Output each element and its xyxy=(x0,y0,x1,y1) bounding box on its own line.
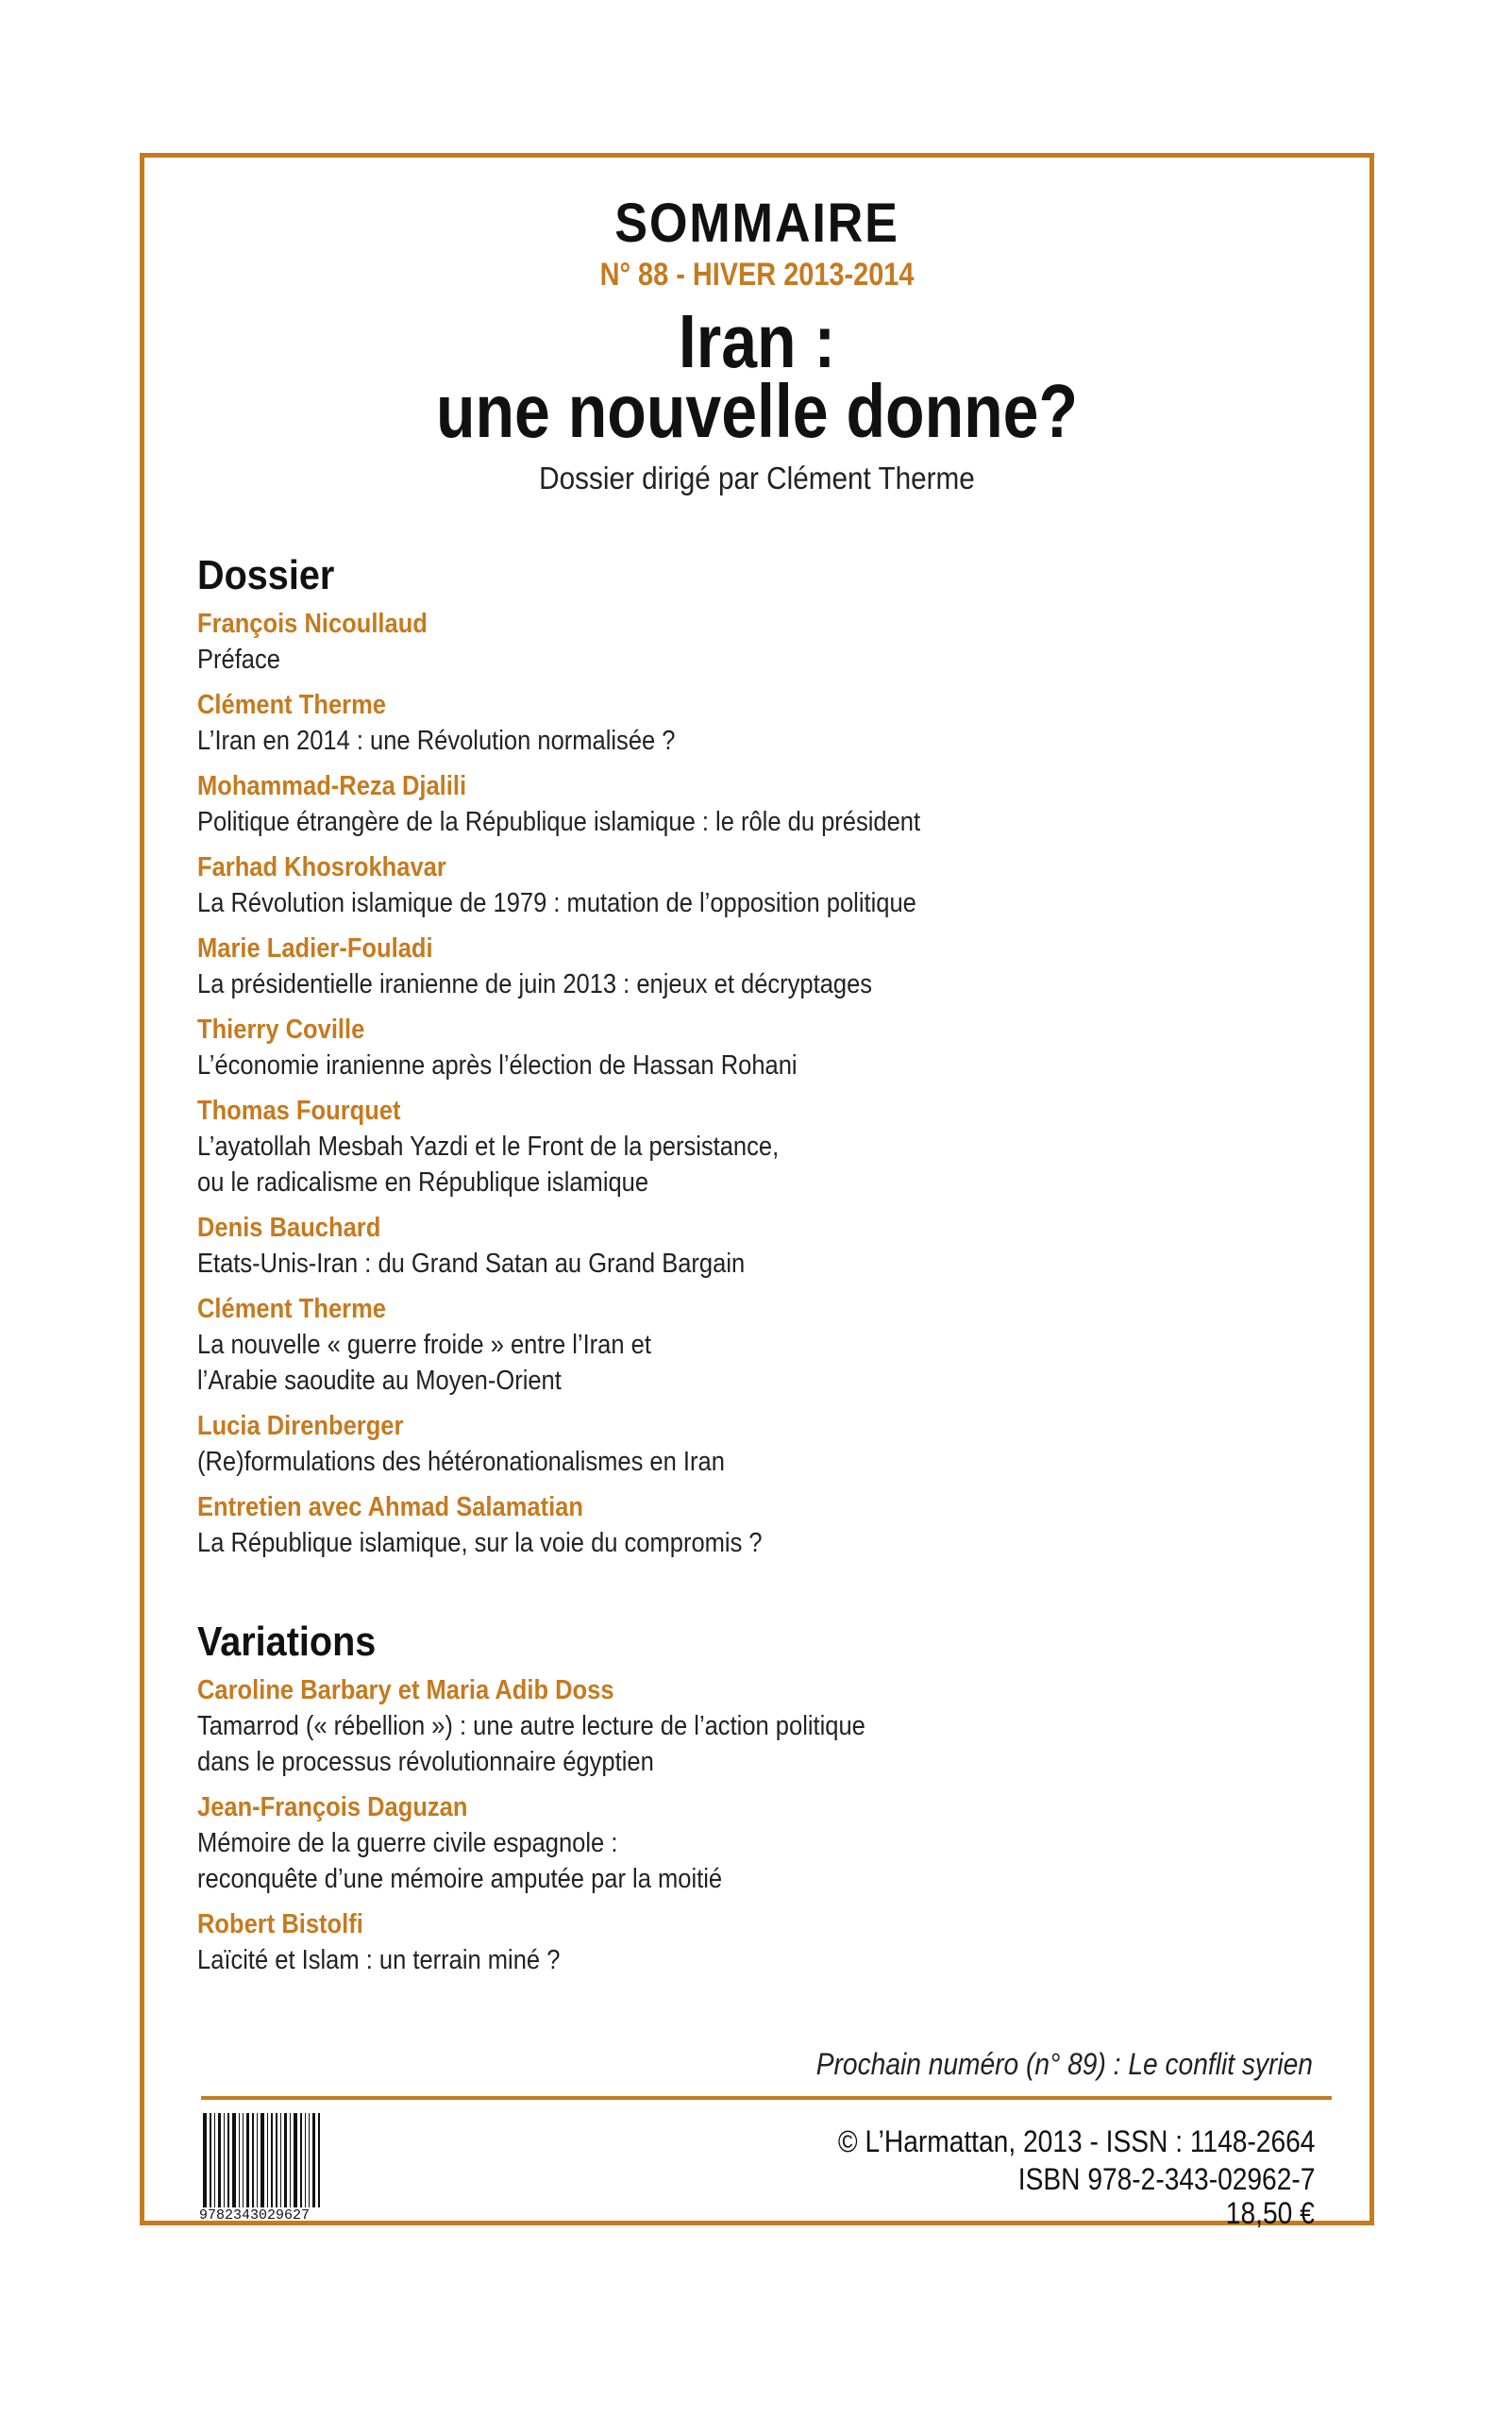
entry-article-title: reconquête d’une mémoire amputée par la moitié xyxy=(197,1864,723,1894)
variations-list xyxy=(197,1672,1311,1978)
barcode-bar xyxy=(224,2113,225,2207)
toc-entry xyxy=(197,1210,1311,1282)
barcode-bar xyxy=(257,2113,258,2207)
entry-article-title: Etats-Unis-Iran : du Grand Satan au Grand Bargain xyxy=(197,1249,746,1279)
barcode-bar xyxy=(239,2113,240,2207)
toc-entry xyxy=(197,1291,1311,1399)
barcode-bar xyxy=(218,2113,221,2207)
entry-article-title: Mémoire de la guerre civile espagnole : xyxy=(197,1828,618,1858)
entry-author: Robert Bistolfi xyxy=(197,1909,363,1939)
section-title-dossier: Dossier xyxy=(197,552,335,598)
entry-author: Jean-François Daguzan xyxy=(197,1792,468,1822)
issue-number: N° 88 - HIVER 2013-2014 xyxy=(599,257,915,293)
barcode-bar xyxy=(203,2113,207,2207)
section-title-variations: Variations xyxy=(197,1619,377,1665)
entry-article-title: l’Arabie saoudite au Moyen-Orient xyxy=(197,1366,562,1396)
entry-article-title: L’Iran en 2014 : une Révolution normalisée ? xyxy=(197,726,676,756)
entry-article-title: (Re)formulations des hétéronationalismes en Iran xyxy=(197,1447,725,1477)
publication-info xyxy=(838,2123,1315,2198)
entry-author: Marie Ladier-Fouladi xyxy=(197,933,433,964)
barcode-bar xyxy=(246,2113,249,2207)
variations-section xyxy=(197,1616,1311,1978)
price: 18,50 € xyxy=(1226,2196,1315,2230)
toc-entry xyxy=(197,1906,1311,1978)
header xyxy=(144,193,1369,499)
entry-author: François Nicoullaud xyxy=(197,609,428,639)
entry-article-title: Préface xyxy=(197,645,280,675)
isbn: ISBN 978-2-343-02962-7 xyxy=(1017,2162,1315,2196)
sommaire-heading: SOMMAIRE xyxy=(614,193,899,254)
entry-article-title: La présidentielle iranienne de juin 2013 : enjeux et décryptages xyxy=(197,969,873,999)
barcode-bar xyxy=(309,2113,310,2207)
barcode-bar xyxy=(284,2113,287,2207)
barcode-bar xyxy=(267,2113,268,2207)
barcode-bar xyxy=(294,2113,297,2207)
title-line-2: une nouvelle donne? xyxy=(435,369,1079,453)
toc-entry xyxy=(197,849,1311,921)
barcode-bar xyxy=(318,2113,320,2207)
barcode-bar xyxy=(243,2113,244,2207)
barcode-bar xyxy=(312,2113,315,2207)
barcode-bar xyxy=(232,2113,236,2207)
entry-article-title: La Révolution islamique de 1979 : mutation de l’opposition politique xyxy=(197,888,916,918)
copyright: © L’Harmattan, 2013 - ISSN : 1148-2664 xyxy=(837,2124,1315,2158)
dossier-list xyxy=(197,606,1311,1561)
divider xyxy=(201,2096,1332,2100)
barcode-bar xyxy=(300,2113,302,2207)
entry-article-title: Politique étrangère de la République islamique : le rôle du président xyxy=(197,807,921,837)
next-issue: Prochain numéro (n° 89) : Le conflit syrien xyxy=(815,2047,1313,2081)
barcode-bar xyxy=(252,2113,254,2207)
barcode-number: 9782343029627 xyxy=(199,2207,311,2223)
toc-entry xyxy=(197,687,1311,759)
toc-entry xyxy=(197,1012,1311,1083)
toc-entry xyxy=(197,606,1311,678)
toc-entry xyxy=(197,931,1311,1002)
dossier-editor: Dossier dirigé par Clément Therme xyxy=(539,461,975,495)
entry-author: Mohammad-Reza Djalili xyxy=(197,771,467,801)
entry-author: Clément Therme xyxy=(197,1294,386,1324)
entry-author: Lucia Direnberger xyxy=(197,1411,404,1441)
toc-entry xyxy=(197,1408,1311,1480)
entry-article-title: Tamarrod (« rébellion ») : une autre lecture de l’action politique xyxy=(197,1711,865,1741)
barcode-bar xyxy=(227,2113,229,2207)
barcode-bar xyxy=(260,2113,264,2207)
entry-author: Entretien avec Ahmad Salamatian xyxy=(197,1492,583,1522)
issue-title xyxy=(236,299,1277,453)
entry-author: Caroline Barbary et Maria Adib Doss xyxy=(197,1675,614,1705)
barcode-bar xyxy=(271,2113,273,2207)
entry-article-title: Laïcité et Islam : un terrain miné ? xyxy=(197,1945,561,1975)
page-frame xyxy=(140,153,1374,2230)
toc-entry xyxy=(197,1789,1311,1897)
table-of-contents xyxy=(197,549,1311,1988)
entry-author: Thomas Fourquet xyxy=(197,1096,401,1126)
barcode-bar xyxy=(305,2113,306,2207)
toc-entry xyxy=(197,1672,1311,1780)
barcode-bar xyxy=(210,2113,211,2207)
entry-article-title: dans le processus révolutionnaire égyptien xyxy=(197,1747,654,1777)
entry-author: Denis Bauchard xyxy=(197,1213,381,1243)
toc-entry xyxy=(197,768,1311,840)
entry-article-title: La République islamique, sur la voie du compromis ? xyxy=(197,1528,763,1558)
barcode-bar xyxy=(276,2113,277,2207)
entry-author: Thierry Coville xyxy=(197,1015,365,1045)
barcode-bar xyxy=(280,2113,281,2207)
entry-author: Clément Therme xyxy=(197,690,386,720)
entry-author: Farhad Khosrokhavar xyxy=(197,852,446,882)
barcode-bar xyxy=(214,2113,215,2207)
barcode-bar xyxy=(290,2113,291,2207)
toc-entry xyxy=(197,1489,1311,1561)
barcode-icon xyxy=(203,2113,375,2207)
entry-article-title: La nouvelle « guerre froide » entre l’Iran et xyxy=(197,1330,651,1360)
entry-article-title: L’ayatollah Mesbah Yazdi et le Front de la persistance, xyxy=(197,1132,780,1162)
toc-entry xyxy=(197,1093,1311,1200)
entry-article-title: ou le radicalisme en République islamique xyxy=(197,1167,649,1198)
entry-article-title: L’économie iranienne après l’élection de Hassan Rohani xyxy=(197,1050,798,1081)
title-line-1: Iran : xyxy=(678,299,836,383)
